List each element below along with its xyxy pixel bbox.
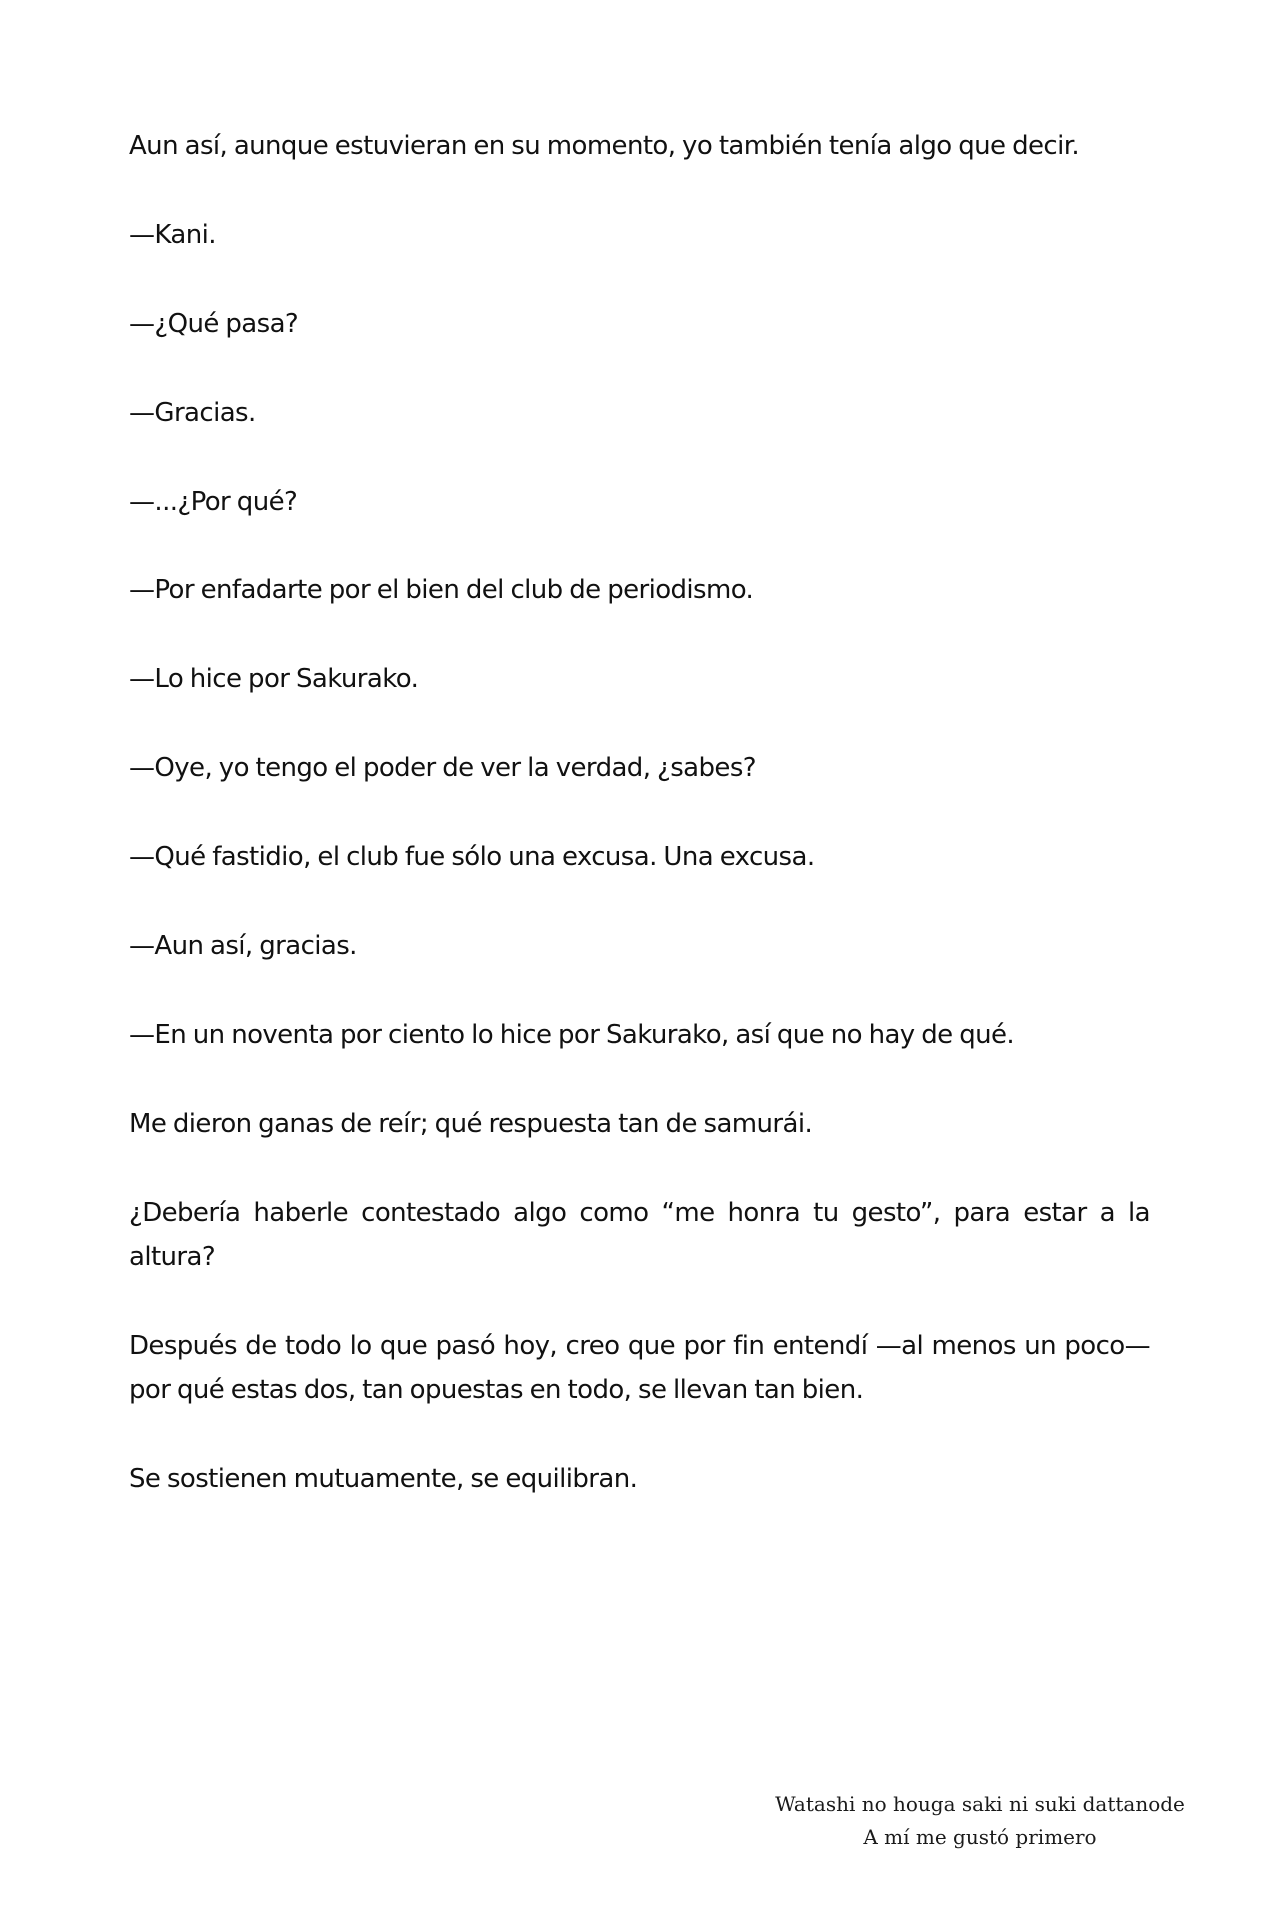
- dialogue-line: —Lo hice por Sakurako.: [129, 664, 419, 695]
- paragraph: Después de todo lo que pasó hoy, creo que por fin entendí —al menos un poco— por qué estas dos, tan opuestas en todo, se llevan tan bien.: [129, 1331, 1150, 1406]
- dialogue-line: —¿Qué pasa?: [129, 308, 299, 339]
- paragraph: Aun así, aunque estuvieran en su momento, yo también tenía algo que decir.: [129, 131, 1080, 161]
- dialogue-line: —Por enfadarte por el bien del club de periodismo.: [129, 575, 754, 606]
- dialogue-line: —Kani.: [129, 219, 216, 250]
- dialogue-line: —Oye, yo tengo el poder de ver la verdad, ¿sabes?: [129, 753, 756, 784]
- footer-title-romaji: Watashi no houga saki ni suki dattanode: [775, 1792, 1185, 1816]
- dialogue-line: —Gracias.: [129, 397, 256, 428]
- paragraph: Me dieron ganas de reír; qué respuesta tan de samurái.: [129, 1108, 813, 1139]
- footer-title-spanish: A mí me gustó primero: [863, 1825, 1097, 1849]
- dialogue-line: —Qué fastidio, el club fue sólo una excusa. Una excusa.: [129, 842, 815, 873]
- dialogue-line: —Aun así, gracias.: [129, 931, 357, 962]
- dialogue-line: —En un noventa por ciento lo hice por Sakurako, así que no hay de qué.: [129, 1019, 1015, 1050]
- paragraph: ¿Debería haberle contestado algo como “me honra tu gesto”, para estar a la altura?: [129, 1197, 1150, 1273]
- dialogue-line: —...¿Por qué?: [129, 486, 298, 517]
- paragraph: Se sostienen mutuamente, se equilibran.: [129, 1464, 638, 1495]
- page-footer: [740, 1788, 1220, 1854]
- page-body: [129, 124, 1150, 1502]
